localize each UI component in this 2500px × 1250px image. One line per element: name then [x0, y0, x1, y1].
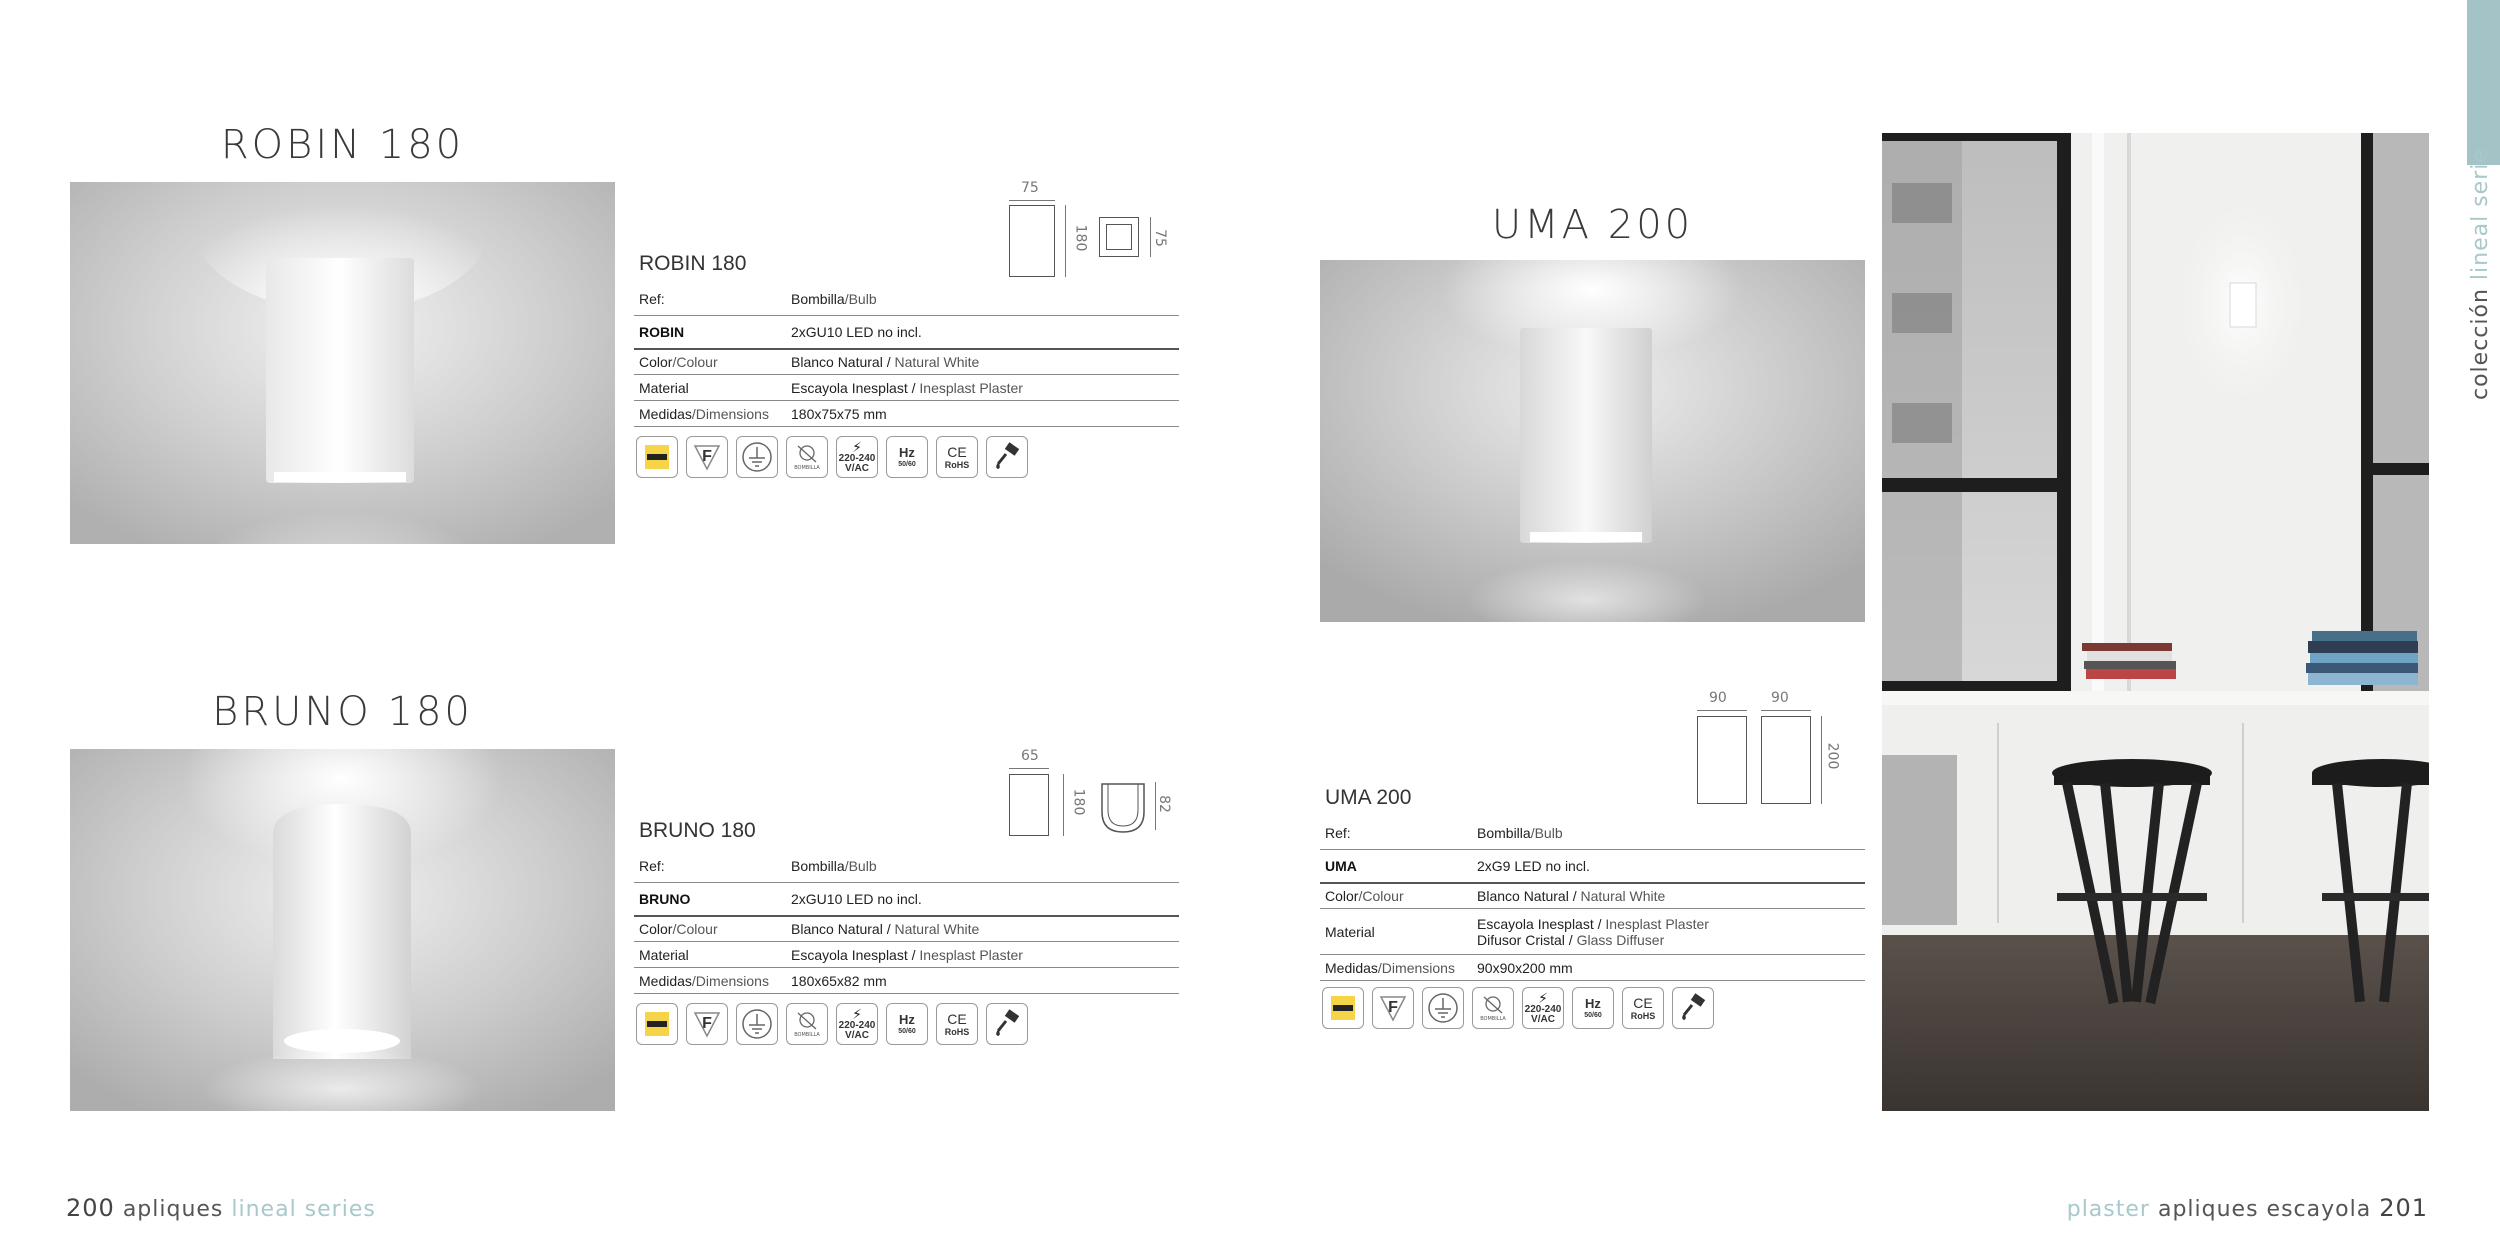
- uma-dim-height: 200: [1824, 742, 1841, 770]
- spec-dimensions-value: 180x75x75 mm: [791, 405, 887, 422]
- earth-ground-icon: [736, 1003, 778, 1045]
- spec-row-material: [634, 375, 1179, 401]
- voltage-icon: ⚡ 220-240 V/AC: [836, 436, 878, 478]
- voltage-label: 220-240: [838, 452, 876, 464]
- bruno-spec-name: BRUNO 180: [639, 819, 756, 842]
- spec-key-dimensions-en: /Dimensions: [691, 405, 769, 422]
- robin-product-photo: [70, 182, 615, 544]
- uma-icon-row: [1322, 987, 1714, 1029]
- f-mark-icon: [686, 436, 728, 478]
- spec-material-value-en: Inesplast Plaster: [915, 379, 1023, 396]
- footer-left-accent: lineal series: [231, 1197, 376, 1222]
- room-scene-image: [1882, 133, 2429, 1111]
- spec-ref-value: Bombilla: [791, 858, 845, 874]
- hz-sub-label: 50/60: [898, 1028, 916, 1035]
- spec-bulb: 2xGU10 LED no incl.: [791, 324, 922, 340]
- robin-lamp-image: [70, 182, 615, 544]
- footer-right: [2067, 1194, 2428, 1222]
- bruno-dim-height: 180: [1070, 788, 1087, 816]
- spec-key-dimensions: Medidas: [639, 972, 692, 989]
- ce-label: CE: [947, 1010, 967, 1027]
- led-class-icon: [636, 436, 678, 478]
- bulb-not-included-icon: [1472, 987, 1514, 1029]
- collection-label: [2468, 148, 2493, 400]
- spec-row-model: [634, 316, 1179, 350]
- svg-text:BOMBILLA: BOMBILLA: [794, 1032, 820, 1038]
- collection-accent: lineal serie: [2468, 148, 2493, 281]
- spec-model: ROBIN: [639, 324, 685, 340]
- voltage-unit: V/AC: [845, 1029, 869, 1041]
- spec-color-value: Blanco Natural /: [791, 354, 891, 370]
- footer-right-accent: plaster: [2066, 1197, 2150, 1222]
- led-class-icon: [1322, 987, 1364, 1029]
- bruno-dim-width: 65: [1021, 748, 1039, 764]
- spec-row-color: [1320, 884, 1865, 909]
- footer-right-text: apliques escayola: [2157, 1197, 2372, 1222]
- robin-dim-height: 180: [1072, 224, 1089, 252]
- bruno-spec-table: [634, 818, 1179, 994]
- hz-sub-label: 50/60: [898, 461, 916, 468]
- f-mark-label: F: [702, 1015, 712, 1032]
- uma-product-photo: [1320, 260, 1865, 622]
- page-number-right: 201: [2379, 1194, 2428, 1222]
- spec-row-material: [634, 942, 1179, 968]
- hz-icon: [886, 436, 928, 478]
- spec-row-color: [634, 917, 1179, 942]
- product-title-uma: UMA 200: [1491, 202, 1694, 248]
- spec-material-value-en: Inesplast Plaster: [1601, 915, 1709, 932]
- paintable-brush-icon: [986, 1003, 1028, 1045]
- spec-color-value-en: Natural White: [890, 921, 980, 937]
- page-number-left: 200: [66, 1194, 115, 1222]
- voltage-label: 220-240: [838, 1019, 876, 1031]
- collection-tab: [2467, 0, 2500, 165]
- spec-key-ref: Ref:: [1325, 825, 1351, 841]
- footer-left-text: apliques: [122, 1197, 224, 1222]
- ce-label: CE: [947, 443, 967, 460]
- uma-spec-name: UMA 200: [1325, 786, 1412, 809]
- spec-key-material: Material: [1325, 923, 1375, 940]
- spec-key-color: Color: [639, 921, 673, 937]
- f-mark-icon: [686, 1003, 728, 1045]
- spec-dimensions-value: 180x65x82 mm: [791, 972, 887, 989]
- spec-color-value: Blanco Natural /: [1477, 888, 1577, 904]
- spec-row-model: [1320, 850, 1865, 884]
- paintable-brush-icon: [986, 436, 1028, 478]
- spec-model: UMA: [1325, 858, 1357, 874]
- spec-row-dimensions: [634, 401, 1179, 427]
- bruno-product-photo: [70, 749, 615, 1111]
- spec-dimensions-value: 90x90x200 mm: [1477, 959, 1573, 976]
- spec-key-colour: /Colour: [672, 921, 718, 937]
- rohs-label: RoHS: [944, 459, 970, 470]
- uma-lamp-image: [1320, 260, 1865, 622]
- spec-color-value-en: Natural White: [890, 354, 980, 370]
- spec-color-value: Blanco Natural /: [791, 921, 891, 937]
- spec-color-value-en: Natural White: [1576, 888, 1666, 904]
- voltage-icon: ⚡ 220-240 V/AC: [1522, 987, 1564, 1029]
- spec-ref-value-en: /Bulb: [1530, 825, 1563, 841]
- robin-spec-table: [634, 251, 1179, 427]
- hz-label: Hz: [1585, 996, 1601, 1011]
- spec-material-value: Escayola Inesplast /: [791, 946, 916, 963]
- spec-material-value-en: Inesplast Plaster: [915, 946, 1023, 963]
- voltage-unit: V/AC: [845, 462, 869, 474]
- spec-row-ref: [1320, 817, 1865, 850]
- rohs-label: RoHS: [1630, 1010, 1656, 1021]
- spec-row-dimensions: [1320, 955, 1865, 981]
- robin-spec-name: ROBIN 180: [639, 252, 747, 275]
- paintable-brush-icon: [1672, 987, 1714, 1029]
- spec-key-material: Material: [639, 946, 689, 963]
- ce-label: CE: [1633, 994, 1653, 1011]
- f-mark-label: F: [1388, 999, 1398, 1016]
- spec-row-model: [634, 883, 1179, 917]
- spec-ref-value-en: /Bulb: [844, 858, 877, 874]
- spec-ref-value-en: /Bulb: [844, 291, 877, 307]
- spec-diffuser-value: Difusor Cristal /: [1477, 931, 1573, 948]
- svg-text:BOMBILLA: BOMBILLA: [794, 465, 820, 471]
- hz-label: Hz: [899, 445, 915, 460]
- spec-key-color: Color: [1325, 888, 1359, 904]
- f-mark-label: F: [702, 448, 712, 465]
- spec-bulb: 2xGU10 LED no incl.: [791, 891, 922, 907]
- robin-dim-width: 75: [1021, 180, 1039, 196]
- collection-text: colección: [2468, 288, 2493, 400]
- hz-icon: [886, 1003, 928, 1045]
- spec-row-ref: [634, 850, 1179, 883]
- spec-key-dimensions-en: /Dimensions: [691, 972, 769, 989]
- ce-rohs-icon: [936, 1003, 978, 1045]
- hz-label: Hz: [899, 1012, 915, 1027]
- spec-key-ref: Ref:: [639, 291, 665, 307]
- bruno-icon-row: [636, 1003, 1028, 1045]
- spec-key-dimensions-en: /Dimensions: [1377, 959, 1455, 976]
- f-mark-icon: [1372, 987, 1414, 1029]
- spec-key-ref: Ref:: [639, 858, 665, 874]
- spec-row-ref: [634, 283, 1179, 316]
- spec-key-colour: /Colour: [1358, 888, 1404, 904]
- spec-material-value: Escayola Inesplast /: [791, 379, 916, 396]
- ce-rohs-icon: [1622, 987, 1664, 1029]
- robin-icon-row: [636, 436, 1028, 478]
- spec-key-color: Color: [639, 354, 673, 370]
- svg-text:BOMBILLA: BOMBILLA: [1480, 1016, 1506, 1022]
- bruno-lamp-image: [70, 749, 615, 1111]
- uma-dim-depth: 90: [1771, 690, 1789, 706]
- uma-dim-width: 90: [1709, 690, 1727, 706]
- rohs-label: RoHS: [944, 1026, 970, 1037]
- spec-ref-value: Bombilla: [1477, 825, 1531, 841]
- spec-bulb: 2xG9 LED no incl.: [1477, 858, 1590, 874]
- voltage-label: 220-240: [1524, 1003, 1562, 1015]
- product-title-bruno: BRUNO 180: [212, 689, 473, 735]
- spec-ref-value: Bombilla: [791, 291, 845, 307]
- uma-spec-table: [1320, 785, 1865, 981]
- hz-icon: [1572, 987, 1614, 1029]
- footer-left: [66, 1194, 376, 1222]
- spec-key-dimensions: Medidas: [1325, 959, 1378, 976]
- spec-row-color: [634, 350, 1179, 375]
- spec-model: BRUNO: [639, 891, 691, 907]
- voltage-unit: V/AC: [1531, 1013, 1555, 1025]
- bulb-not-included-icon: [786, 1003, 828, 1045]
- spec-diffuser-value-en: Glass Diffuser: [1572, 931, 1665, 948]
- led-class-icon: [636, 1003, 678, 1045]
- earth-ground-icon: [736, 436, 778, 478]
- earth-ground-icon: [1422, 987, 1464, 1029]
- ce-rohs-icon: [936, 436, 978, 478]
- product-title-robin: ROBIN 180: [220, 122, 465, 168]
- hz-sub-label: 50/60: [1584, 1012, 1602, 1019]
- spec-row-dimensions: [634, 968, 1179, 994]
- spec-key-dimensions: Medidas: [639, 405, 692, 422]
- spec-row-material: [1320, 909, 1865, 955]
- spec-key-colour: /Colour: [672, 354, 718, 370]
- spec-key-material: Material: [639, 379, 689, 396]
- robin-dim-depth: 75: [1151, 229, 1168, 247]
- bruno-dim-depth: 82: [1155, 795, 1172, 813]
- bulb-not-included-icon: [786, 436, 828, 478]
- ambient-room-photo: [1882, 133, 2429, 1111]
- spec-material-value: Escayola Inesplast /: [1477, 915, 1602, 932]
- voltage-icon: ⚡ 220-240 V/AC: [836, 1003, 878, 1045]
